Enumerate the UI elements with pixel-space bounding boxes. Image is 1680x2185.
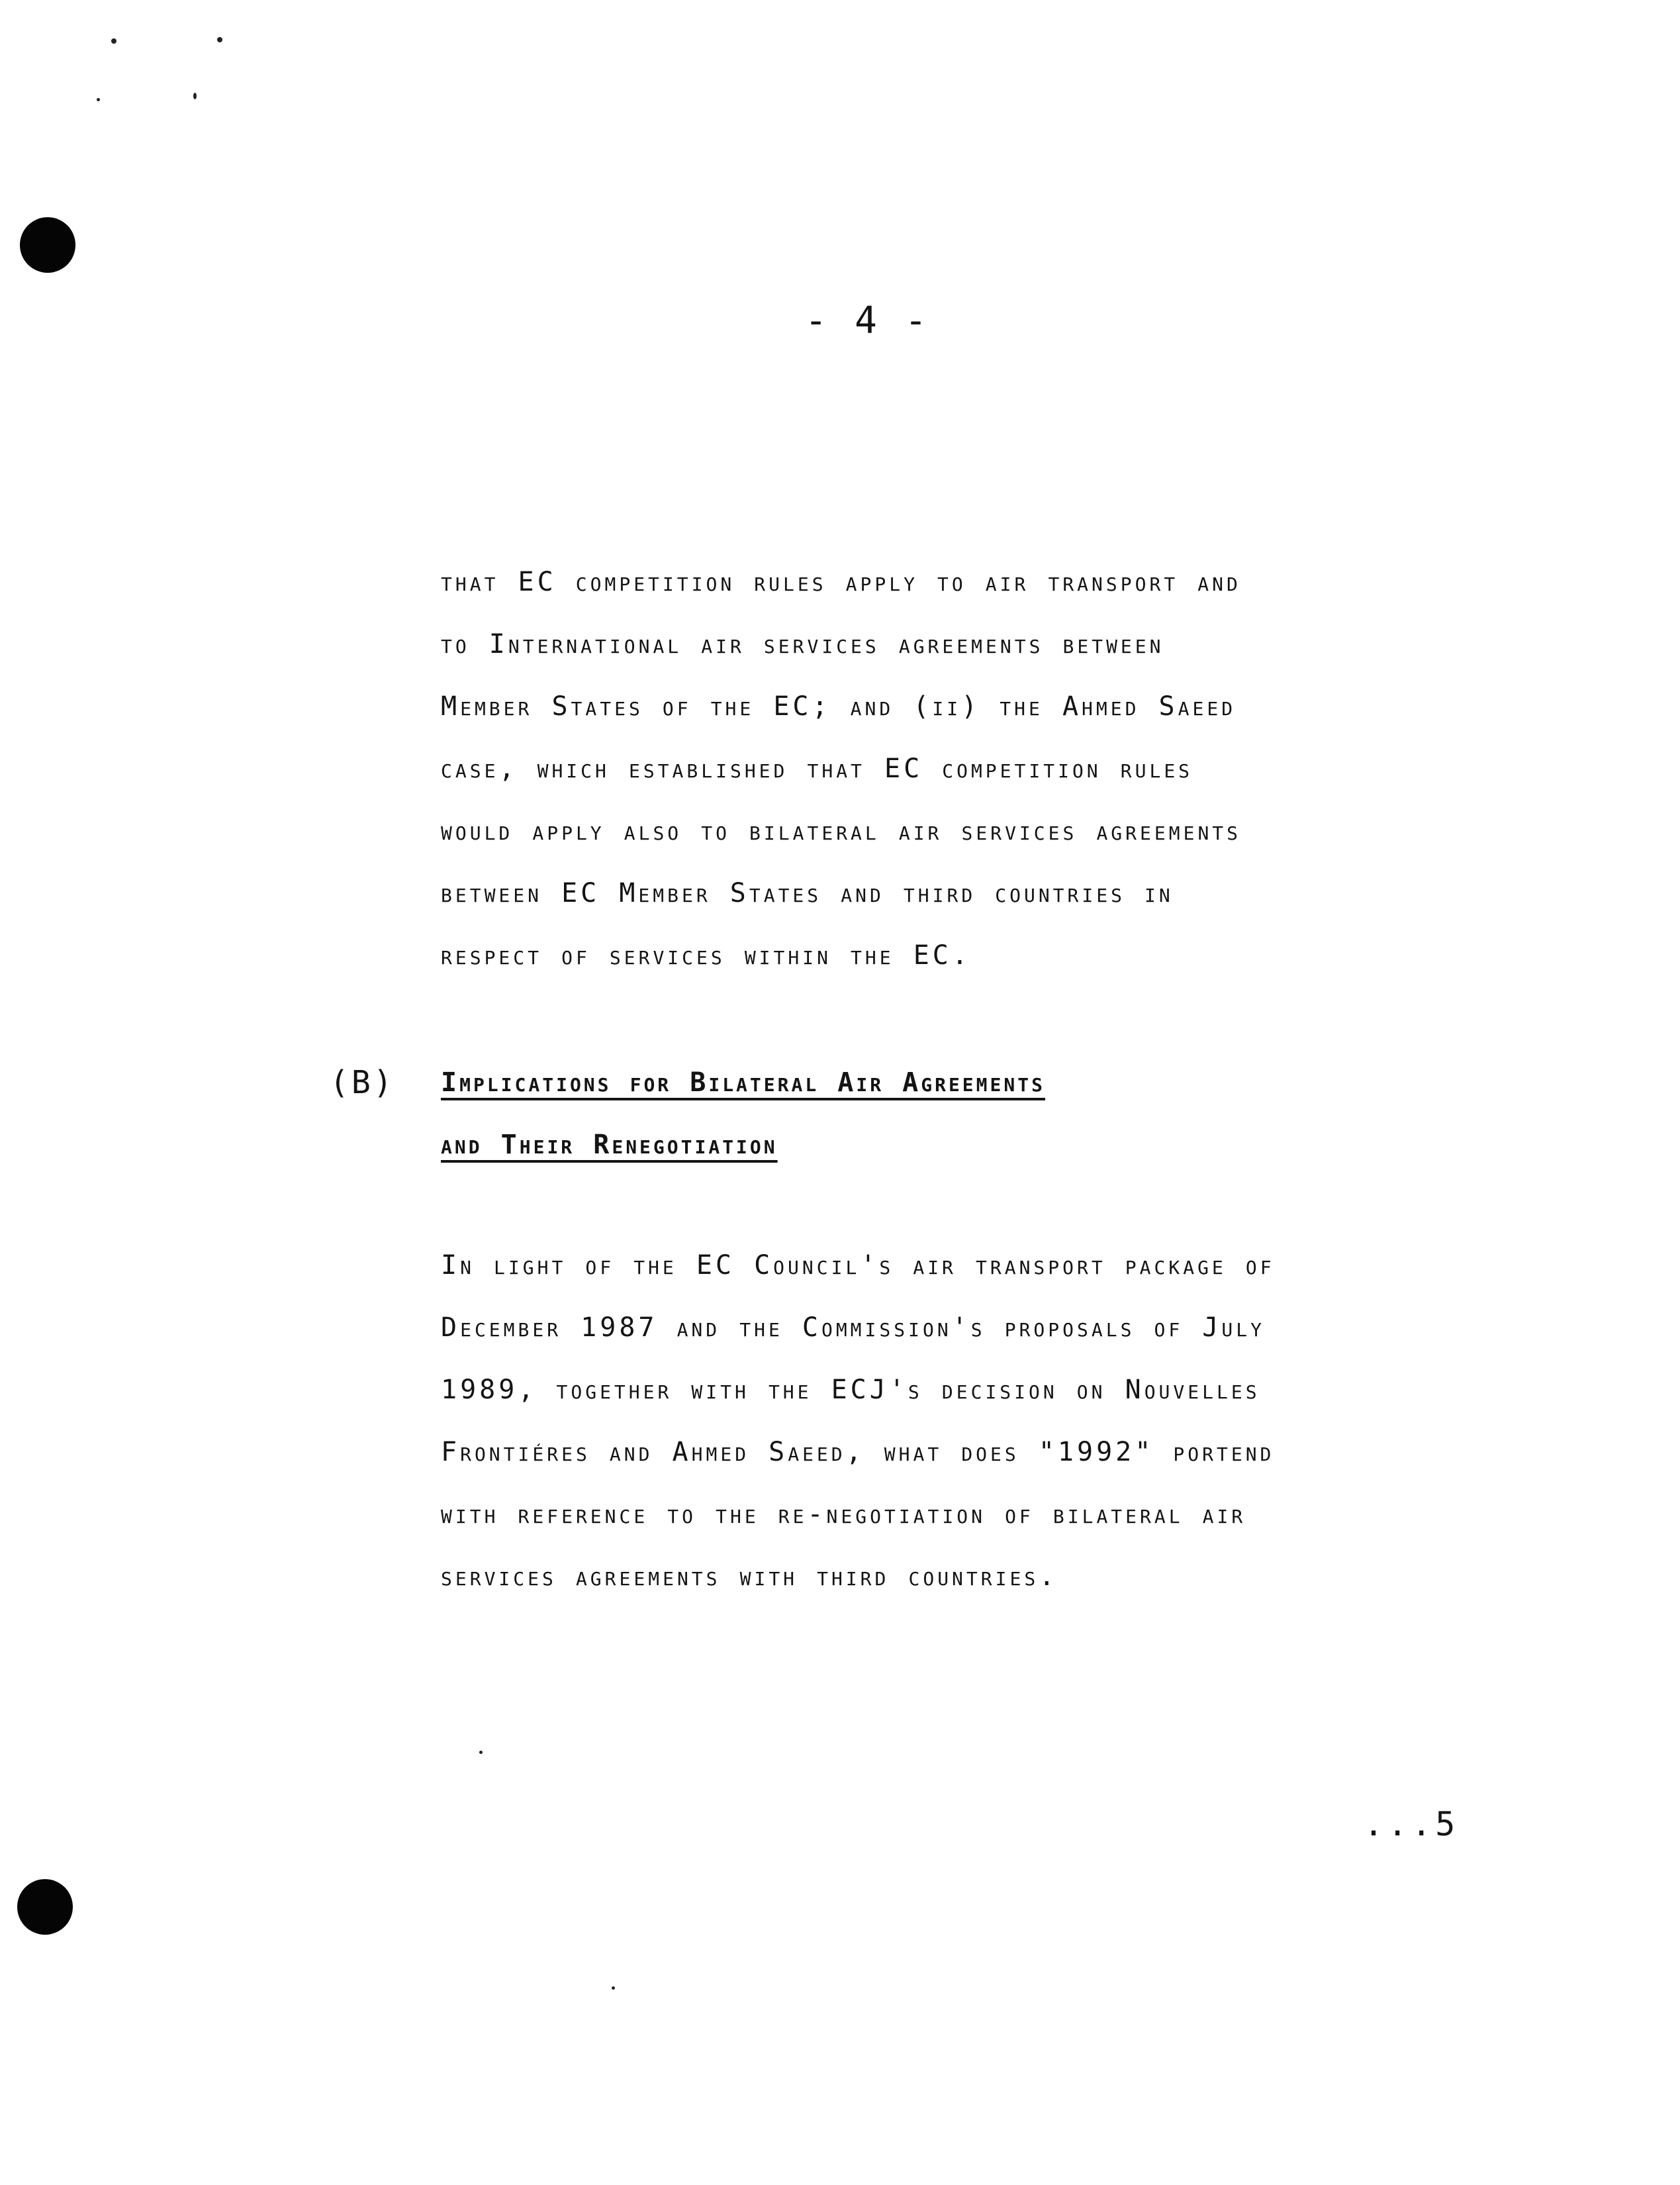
paragraph-continued (441, 551, 1473, 987)
scan-speck (111, 38, 117, 44)
text-line: In light of the EC Council's air transport package of (441, 1250, 1275, 1281)
scan-speck (479, 1751, 483, 1754)
paragraph-section-b (441, 1234, 1473, 1608)
heading-line: and Their Renegotiation (441, 1130, 778, 1160)
punch-hole-top (20, 217, 75, 273)
section-marker: (B) (330, 1064, 395, 1101)
text-line: between EC Member States and third countries in (441, 878, 1174, 908)
scan-speck (217, 37, 222, 42)
text-line: case, which established that EC competition rules (441, 753, 1193, 784)
punch-hole-bottom (17, 1879, 73, 1935)
continuation-marker: ...5 (1364, 1805, 1460, 1843)
text-line: with reference to the re-negotiation of bilateral air (441, 1499, 1246, 1530)
page-number: - 4 - (804, 299, 930, 342)
text-line: would apply also to bilateral air services agreements (441, 816, 1242, 846)
scan-speck (612, 1986, 615, 1990)
scan-speck (97, 98, 100, 101)
text-line: respect of services within the EC. (441, 940, 971, 971)
heading-line: Implications for Bilateral Air Agreements (441, 1067, 1045, 1098)
section-heading (441, 1051, 1434, 1176)
text-line: to International air services agreements between (441, 629, 1164, 659)
text-line: Member States of the EC; and (ii) the Ahmed Saeed (441, 691, 1237, 722)
text-line: 1989, together with the ECJ's decision on Nouvelles (441, 1375, 1260, 1405)
text-line: services agreements with third countries. (441, 1561, 1058, 1592)
text-line: that EC competition rules apply to air transport and (441, 567, 1241, 597)
text-line: December 1987 and the Commission's proposals of July (441, 1312, 1265, 1343)
text-line: Frontiéres and Ahmed Saeed, what does "1992" portend (441, 1437, 1275, 1467)
scan-speck (193, 93, 197, 99)
